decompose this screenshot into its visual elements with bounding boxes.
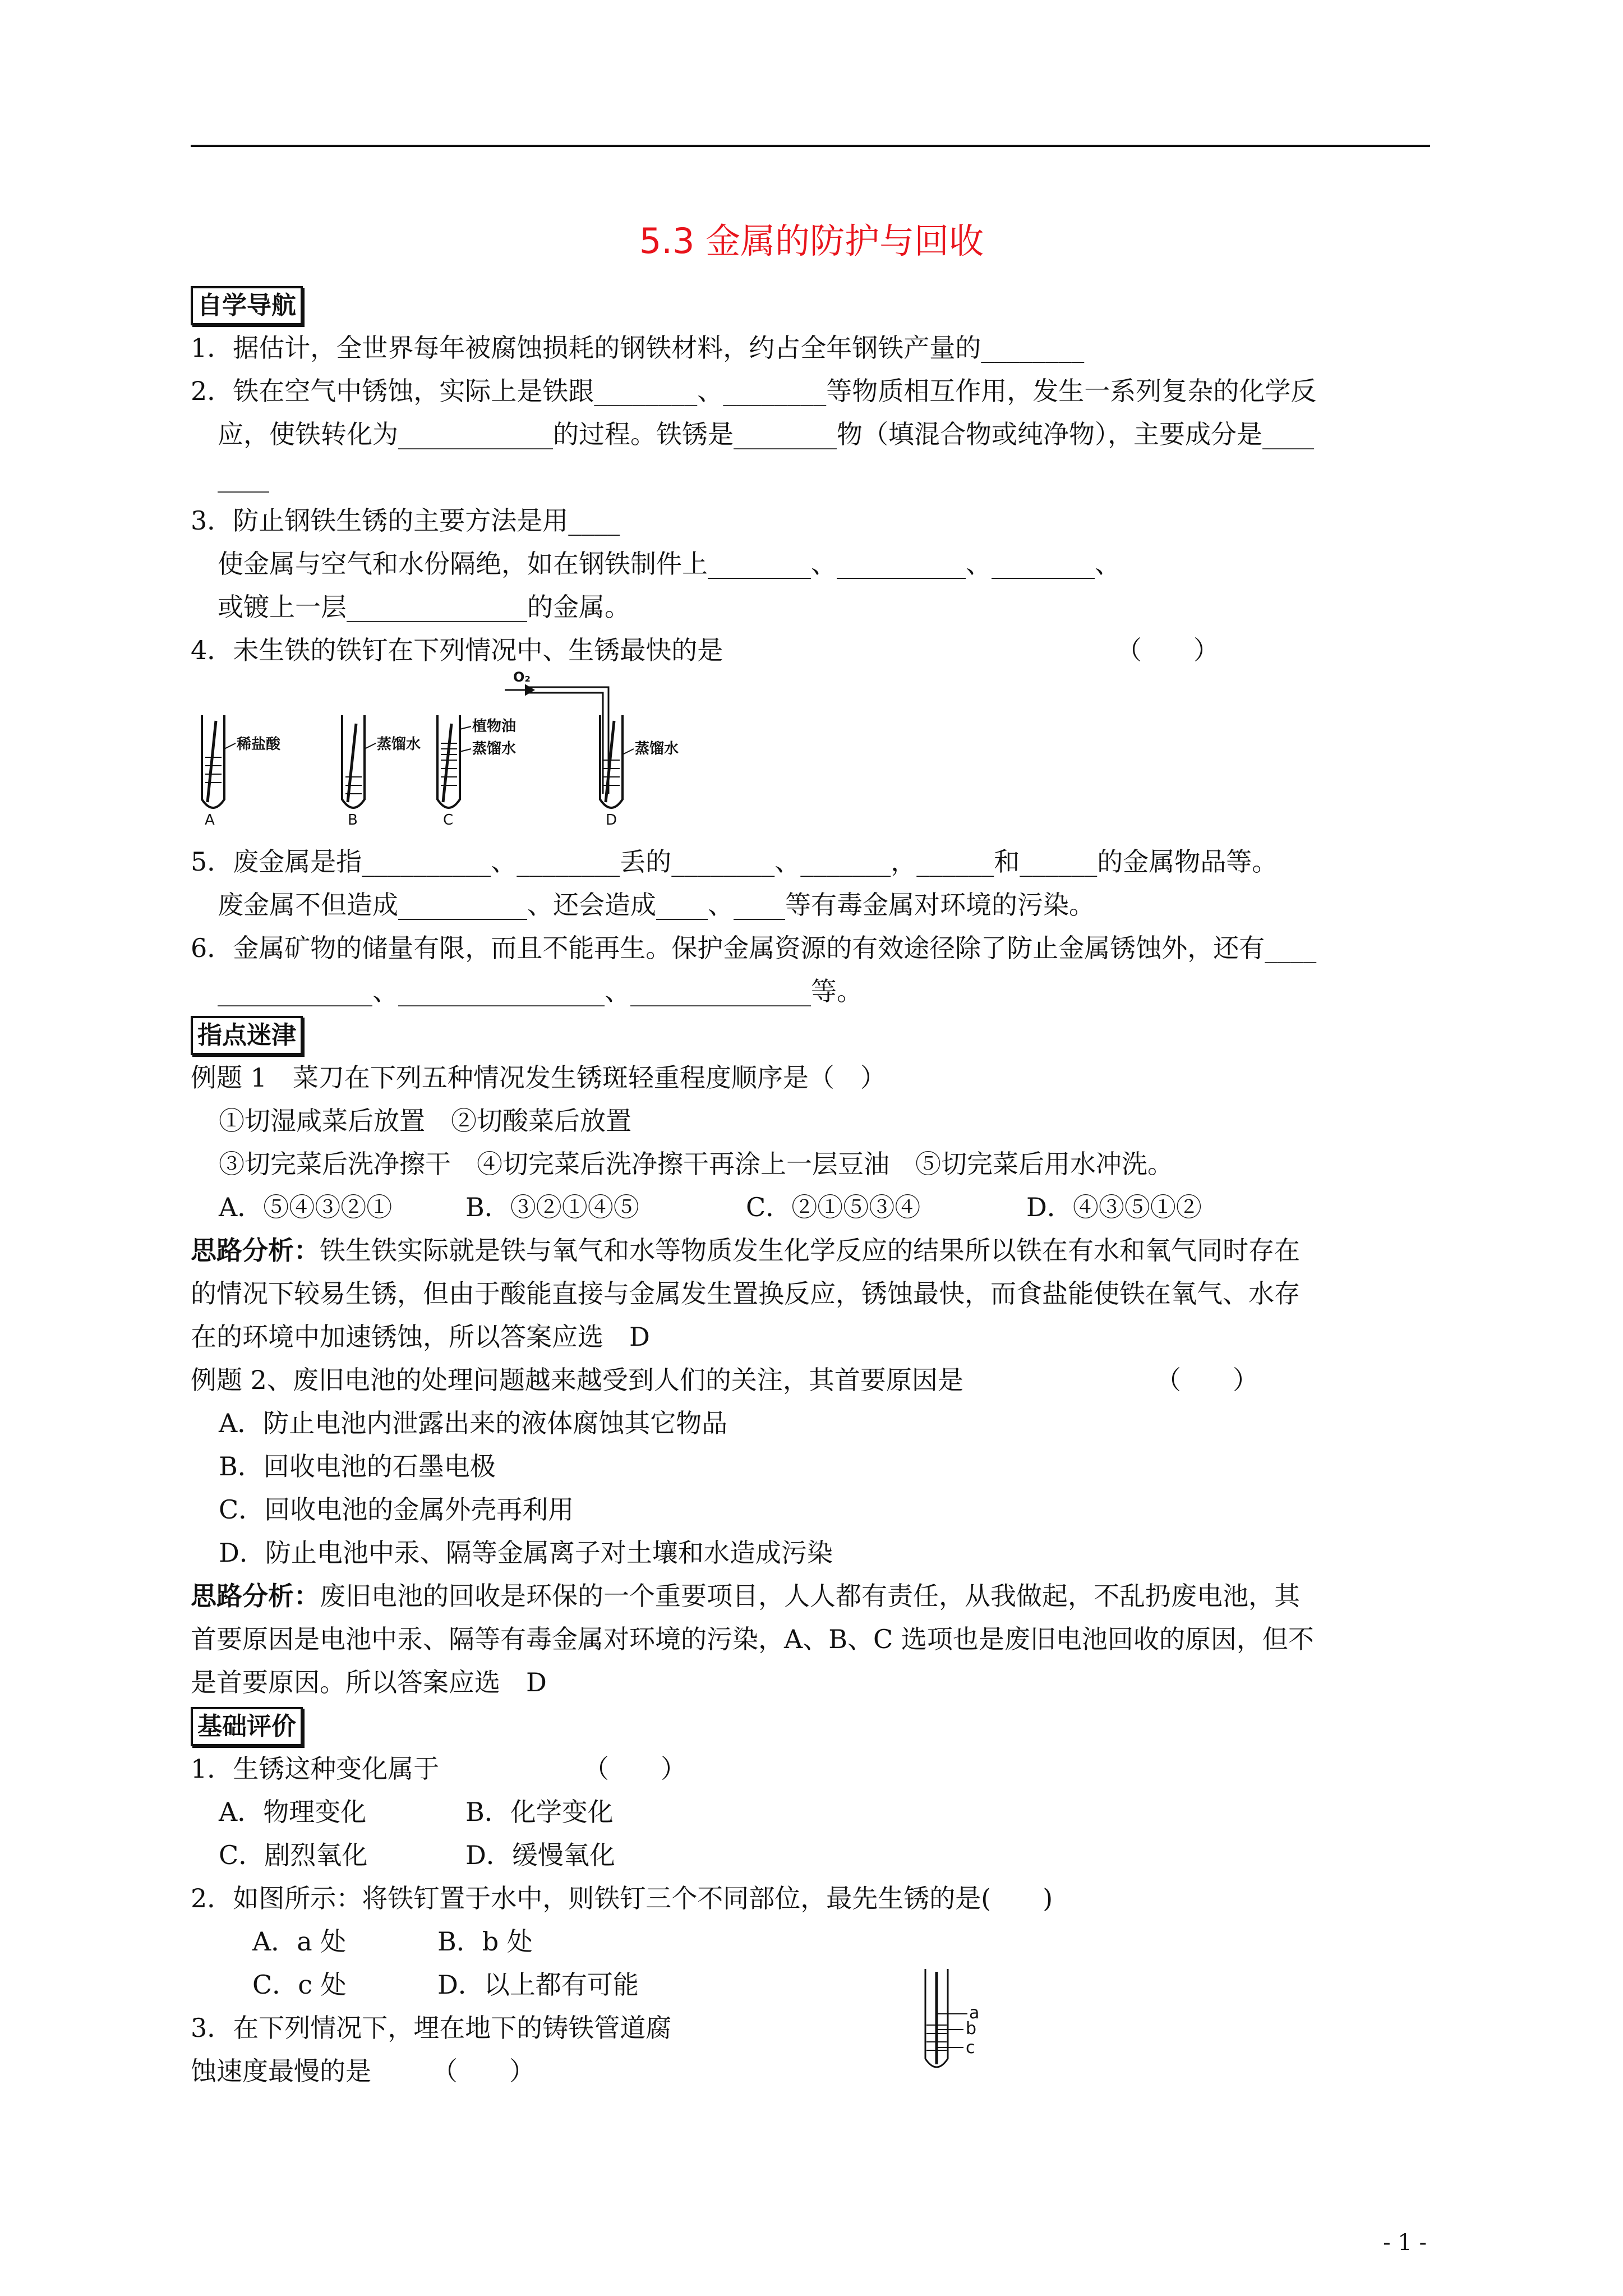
example-1-analysis-line-1: 思路分析：铁生铁实际就是铁与氧气和水等物质发生化学反应的结果所以铁在有水和氧气同时存在 [191, 1235, 1300, 1266]
question-2-line-1: 2．铁在空气中锈蚀，实际上是铁跟________、________等物质相互作用，发生一系列复杂的化学反 [191, 376, 1317, 406]
label-vegetable-oil: 植物油 [472, 718, 517, 735]
example-2-option-c: C．回收电池的金属外壳再利用 [219, 1494, 574, 1525]
example-2-analysis-line-1: 思路分析：废旧电池的回收是环保的一个重要项目，人人都有责任，从我做起，不乱扔废电池，其 [191, 1581, 1300, 1611]
label-c: C [443, 812, 454, 827]
example-2-option-d: D．防止电池中汞、隔等金属离子对土壤和水造成污染 [219, 1538, 833, 1568]
question-5-line-1: 5．废金属是指__________、________丢的________、_______，______和______的金属物品等。 [191, 846, 1278, 877]
test-tube-figure [191, 665, 729, 827]
section-heading-self-study: 自学导航 [191, 283, 1436, 326]
basic-question-3-line-2: 蚀速度最慢的是 （ ） [191, 2056, 535, 2086]
question-6-line-1: 6．金属矿物的储量有限，而且不能再生。保护金属资源的有效途径除了防止金属锈蚀外，还有____ [191, 933, 1317, 963]
example-2-analysis-line-2: 首要原因是电池中汞、隔等有毒金属对环境的污染，A、B、C 选项也是废旧电池回收的原因，但不 [191, 1624, 1314, 1654]
question-5-line-2: 废金属不但造成__________、还会造成____、____等有毒金属对环境的污染。 [218, 890, 1095, 920]
label-a-position: a [969, 2003, 980, 2023]
question-1: 1．据估计，全世界每年被腐蚀损耗的钢铁材料，约占全年钢铁产量的________ [191, 333, 1085, 363]
label-dilute-hcl: 稀盐酸 [237, 736, 281, 753]
worksheet-body [191, 283, 1436, 2093]
page-title: 5.3 金属的防护与回收 [639, 220, 984, 261]
label-d: D [606, 812, 617, 827]
basic-question-3-line-1: 3．在下列情况下，埋在地下的铸铁管道腐 [191, 2013, 672, 2043]
label-o2: O₂ [513, 669, 531, 685]
example-1-analysis-line-2: 的情况下较易生锈，但由于酸能直接与金属发生置换反应，锈蚀最快，而食盐能使铁在氧气、水存 [191, 1278, 1300, 1309]
option-c: C．②①⑤③④ [746, 1192, 921, 1222]
oxygen-delivery-tube [527, 687, 608, 794]
label-distilled-water-b: 蒸馏水 [377, 736, 421, 753]
label-distilled-water-d: 蒸馏水 [635, 740, 679, 757]
label-a: A [205, 812, 215, 827]
option-b: B．③②①④⑤ [465, 1192, 639, 1222]
basic-question-2-options-row-1: A．a 处 B．b 处 [252, 1926, 533, 1957]
example-2-option-b: B．回收电池的石墨电极 [219, 1451, 496, 1481]
question-4: 4．未生铁的铁钉在下列情况中、生锈最快的是 （ ） [191, 635, 1219, 665]
example-2-analysis-line-3: 是首要原因。所以答案应选 D [191, 1667, 547, 1697]
example-2-stem: 例题 2、废旧电池的处理问题越来越受到人们的关注，其首要原因是 （ ） [191, 1365, 1258, 1395]
iron-nail-c [443, 724, 451, 802]
iron-nail-b [348, 724, 356, 802]
basic-question-2: 2．如图所示：将铁钉置于水中，则铁钉三个不同部位，最先生锈的是( ) [191, 1883, 1053, 1913]
example-1-choices-line-1: ①切湿咸菜后放置 ②切酸菜后放置 [219, 1106, 631, 1136]
iron-nail-d [606, 721, 614, 802]
example-1-stem: 例题 1 菜刀在下列五种情况发生锈斑轻重程度顺序是（ ） [191, 1062, 886, 1093]
question-3-line-2: 使金属与空气和水份隔绝，如在钢铁制件上________、__________、________、 [218, 549, 1121, 579]
header-rule [191, 145, 1430, 147]
question-3-line-3: 或镀上一层______________的金属。 [218, 592, 630, 622]
label-distilled-water-c: 蒸馏水 [472, 740, 517, 757]
question-2-line-3: ____ [218, 462, 269, 493]
example-1-options [191, 1186, 1436, 1229]
nail-in-water-figure [920, 1963, 998, 2076]
basic-question-1-options-row-1: A．物理变化 B．化学变化 [219, 1797, 614, 1827]
question-3-line-1: 3．防止钢铁生锈的主要方法是用____ [191, 505, 620, 536]
basic-question-1-options-row-2: C．剧烈氧化 D．缓慢氧化 [219, 1840, 615, 1870]
label-c-position: c [966, 2038, 975, 2058]
option-d: D．④③⑤①② [1026, 1192, 1202, 1222]
basic-question-2-options-row-2: C．c 处 D．以上都有可能 [252, 1970, 639, 2000]
label-b-position: b [966, 2019, 977, 2039]
question-6-line-2: ____________、________________、______________等。 [218, 976, 863, 1006]
question-2-line-2: 应，使铁转化为____________的过程。铁锈是________物（填混合物或纯净物），主要成分是____ [218, 419, 1314, 449]
example-1-analysis-line-3: 在的环境中加速锈蚀，所以答案应选 D [191, 1322, 650, 1352]
page-number: - 1 - [1383, 2230, 1427, 2256]
label-b: B [348, 812, 358, 827]
basic-question-1: 1．生锈这种变化属于 （ ） [191, 1754, 686, 1784]
example-1-choices-line-2: ③切完菜后洗净擦干 ④切完菜后洗净擦干再涂上一层豆油 ⑤切完菜后用水冲洗。 [219, 1149, 1173, 1179]
option-a: A．⑤④③②① [219, 1192, 393, 1222]
example-2-option-a: A．防止电池内泄露出来的液体腐蚀其它物品 [219, 1408, 728, 1438]
iron-nail-a [208, 721, 216, 802]
section-heading-guidance: 指点迷津 [191, 1013, 1436, 1056]
section-heading-basic-evaluation: 基础评价 [191, 1704, 1436, 1747]
